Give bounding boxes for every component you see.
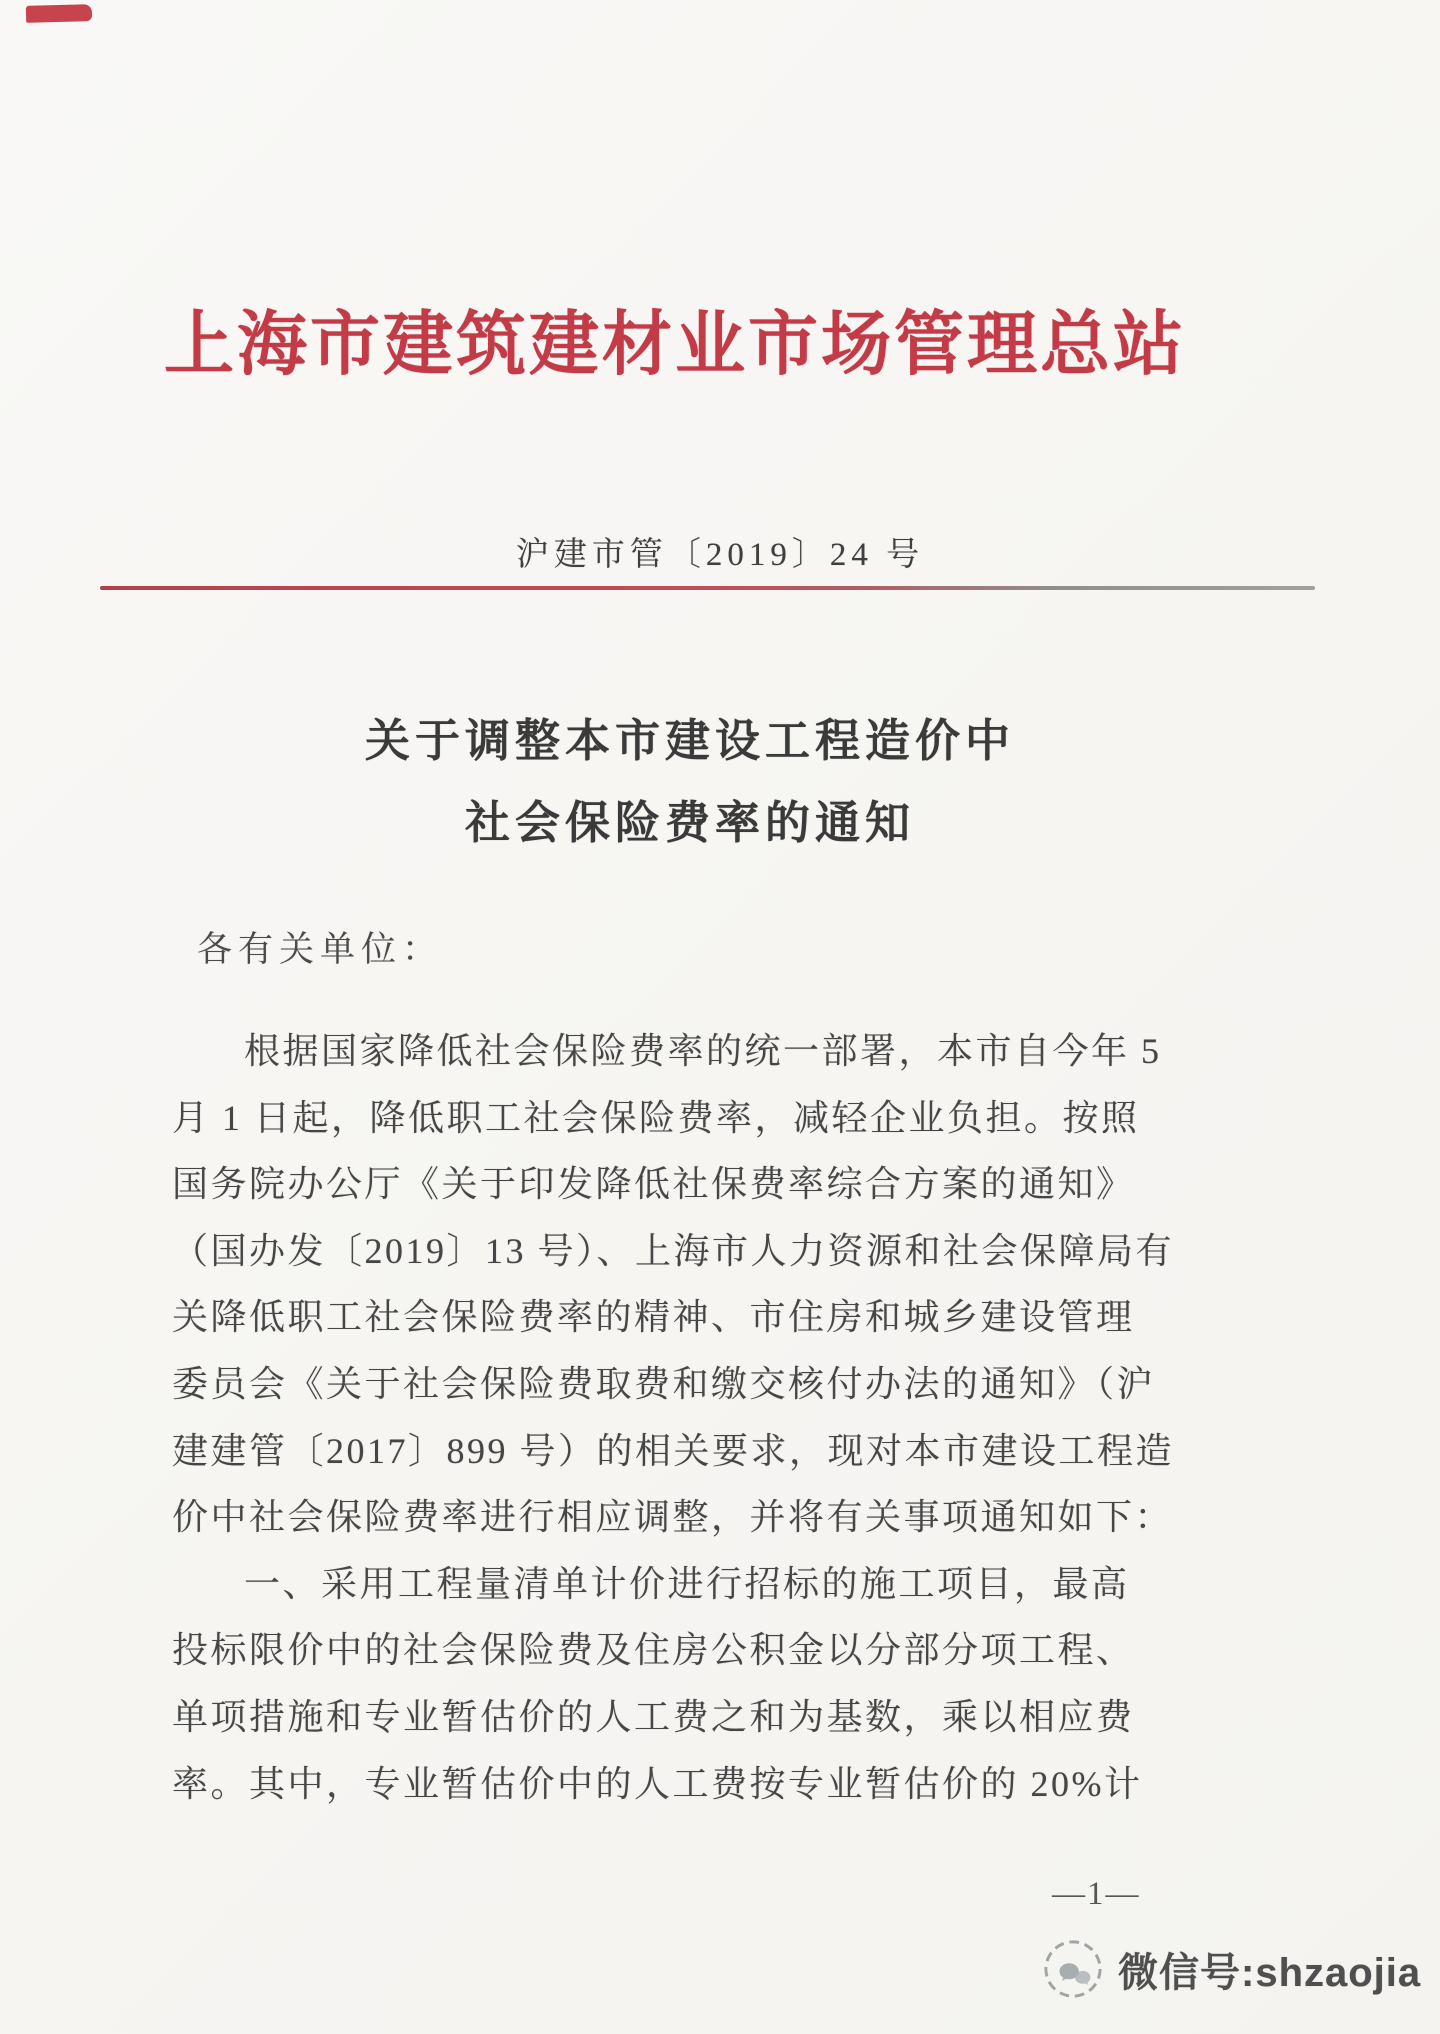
body-line: 建建管〔2017〕899 号）的相关要求，现对本市建设工程造 [172,1430,1175,1471]
wechat-logo-icon [1042,1938,1104,2000]
page-number: —1— [1052,1876,1141,1912]
body-line: 一、采用工程量清单计价进行招标的施工项目，最高 [244,1563,1130,1604]
wechat-footer [1042,1938,1421,2000]
doc-number: 沪建市管〔2019〕24 号 [515,537,925,573]
body-line: 关降低职工社会保险费率的精神、市住房和城乡建设管理 [172,1297,1135,1338]
salutation: 各有关单位： [197,930,444,969]
body-line: 月 1 日起，降低职工社会保险费率，减轻企业负担。按照 [172,1097,1140,1138]
scan-red-mark [26,4,92,23]
body-line: 委员会《关于社会保险费取费和缴交核付办法的通知》（沪 [172,1363,1156,1404]
document-title-line2: 社会保险费率的通知 [464,798,915,848]
body-line: 投标限价中的社会保险费及住房公积金以分部分项工程、 [172,1630,1135,1671]
body-line: （国办发〔2019〕13 号）、上海市人力资源和社会保障局有 [172,1230,1175,1271]
body-line: 根据国家降低社会保险费率的统一部署，本市自今年 5 [244,1031,1162,1071]
body-line: 率。其中，专业暂估价中的人工费按专业暂估价的 20%计 [172,1763,1143,1804]
document-body [172,1018,1182,1817]
body-line: 国务院办公厅《关于印发降低社保费率综合方案的通知》 [172,1164,1135,1205]
wechat-id-label: 微信号:shzaojia [1118,1950,1422,1995]
document-title [90,700,1290,864]
red-divider-line [100,586,1315,590]
body-line: 价中社会保险费率进行相应调整，并将有关事项通知如下： [172,1497,1174,1538]
document-title-line1: 关于调整本市建设工程造价中 [364,716,1015,766]
agency-title: 上海市建筑建材业市场管理总站 [164,307,1186,384]
body-line: 单项措施和专业暂估价的人工费之和为基数，乘以相应费 [172,1696,1135,1737]
